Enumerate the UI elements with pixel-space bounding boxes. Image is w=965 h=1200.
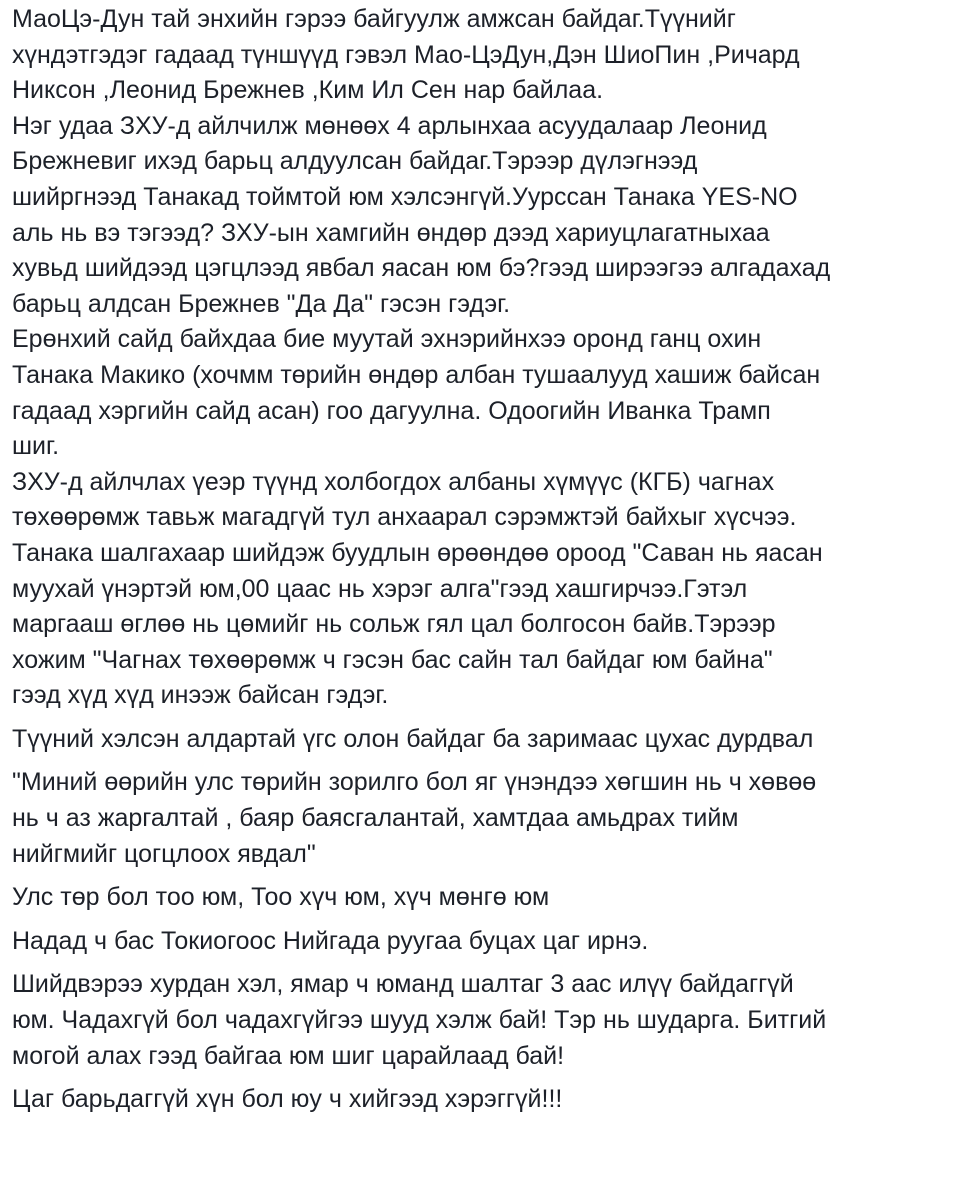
text-line: шиг.	[12, 432, 60, 461]
text-line: Никсон ,Леонид Брежнев ,Ким Ил Сен нар байлаа.	[12, 76, 604, 105]
text-line: хувьд шийдээд цэгцлээд явбал яасан юм бэ?гээд ширээгээ алгадахад	[12, 254, 831, 283]
text-line: шийргнээд Танакад тоймтой юм хэлсэнгүй.Уурссан Танака YES-NO	[12, 182, 798, 211]
quote-line: Надад ч бас Токиогоос Нийгада руугаа буцах цаг ирнэ.	[12, 926, 649, 955]
text-line: Танака шалгахаар шийдэж буудлын өрөөндөө ороод "Саван нь яасан	[12, 538, 823, 567]
text-line: Танака Макико (хочмм төрийн өндөр албан тушаалууд хашиж байсан	[12, 360, 821, 389]
text-line: гээд хүд хүд инээж байсан гэдэг.	[12, 681, 389, 710]
text-line: хожим "Чагнах төхөөрөмж ч гэсэн бас сайн тал байдаг юм байна"	[12, 645, 773, 674]
quote-line: могой алах гээд байгаа юм шиг царайлаад бай!	[12, 1041, 565, 1070]
text-line: маргааш өглөө нь цөмийг нь сольж гял цал болгосон байв.Тэрээр	[12, 610, 776, 639]
text-line: МаоЦэ-Дун тай энхийн гэрээ байгуулж амжсан байдаг.Түүнийг	[12, 5, 736, 33]
quote-line: Улс төр бол тоо юм, Тоо хүч юм, хүч мөнгө юм	[12, 883, 550, 912]
text-line: Ерөнхий сайд байхдаа бие муутай эхнэрийнхээ оронд ганц охин	[12, 325, 762, 354]
quote-line: Цаг барьдаггүй хүн бол юу ч хийгээд хэрэггүй!!!	[12, 1085, 563, 1114]
quote-line: нийгмийг цогцлоох явдал"	[12, 839, 316, 868]
text-line: гадаад хэргийн сайд асан) гоо дагуулна. Одоогийн Иванка Трамп	[12, 396, 771, 425]
text-line: барьц алдсан Брежнев "Да Да" гэсэн гэдэг.	[12, 289, 511, 318]
text-line: аль нь вэ тэгээд? ЗХУ-ын хамгийн өндөр дээд хариуцлагатныхаа	[12, 218, 770, 247]
text-line: Брежневиг ихэд барьц алдуулсан байдаг.Тэрээр дүлэгнээд	[12, 147, 698, 176]
quote-line: юм. Чадахгүй бол чадахгүйгээ шууд хэлж бай! Тэр нь шударга. Битгий	[12, 1006, 827, 1035]
text-line: Түүний хэлсэн алдартай үгс олон байдаг ба заримаас цухас дурдвал	[12, 724, 814, 753]
quote-line: "Миний өөрийн улс төрийн зорилго бол яг үнэндээ хөгшин нь ч хөвөө	[12, 768, 817, 797]
text-line: ЗХУ-д айлчлах үеэр түүнд холбогдох албаны хүмүүс (КГБ) чагнах	[12, 467, 775, 496]
text-line: муухай үнэртэй юм,00 цаас нь хэрэг алга"гээд хашгирчээ.Гэтэл	[12, 574, 748, 603]
quote-line: Шийдвэрээ хурдан хэл, ямар ч юманд шалтаг 3 аас илүү байдаггүй	[12, 970, 794, 999]
text-line: төхөөрөмж тавьж магадгүй тул анхаарал сэрэмжтэй байхыг хүсчээ.	[12, 503, 797, 532]
text-line: хүндэтгэдэг гадаад түншүүд гэвэл Мао-ЦэДун,Дэн ШиоПин ,Ричард	[12, 40, 800, 69]
quote-line: нь ч аз жаргалтай , баяр баясгалантай, хамтдаа амьдрах тийм	[12, 804, 739, 833]
text-line: Нэг удаа ЗХУ-д айлчилж мөнөөх 4 арлынхаа асуудалаар Леонид	[12, 111, 767, 140]
